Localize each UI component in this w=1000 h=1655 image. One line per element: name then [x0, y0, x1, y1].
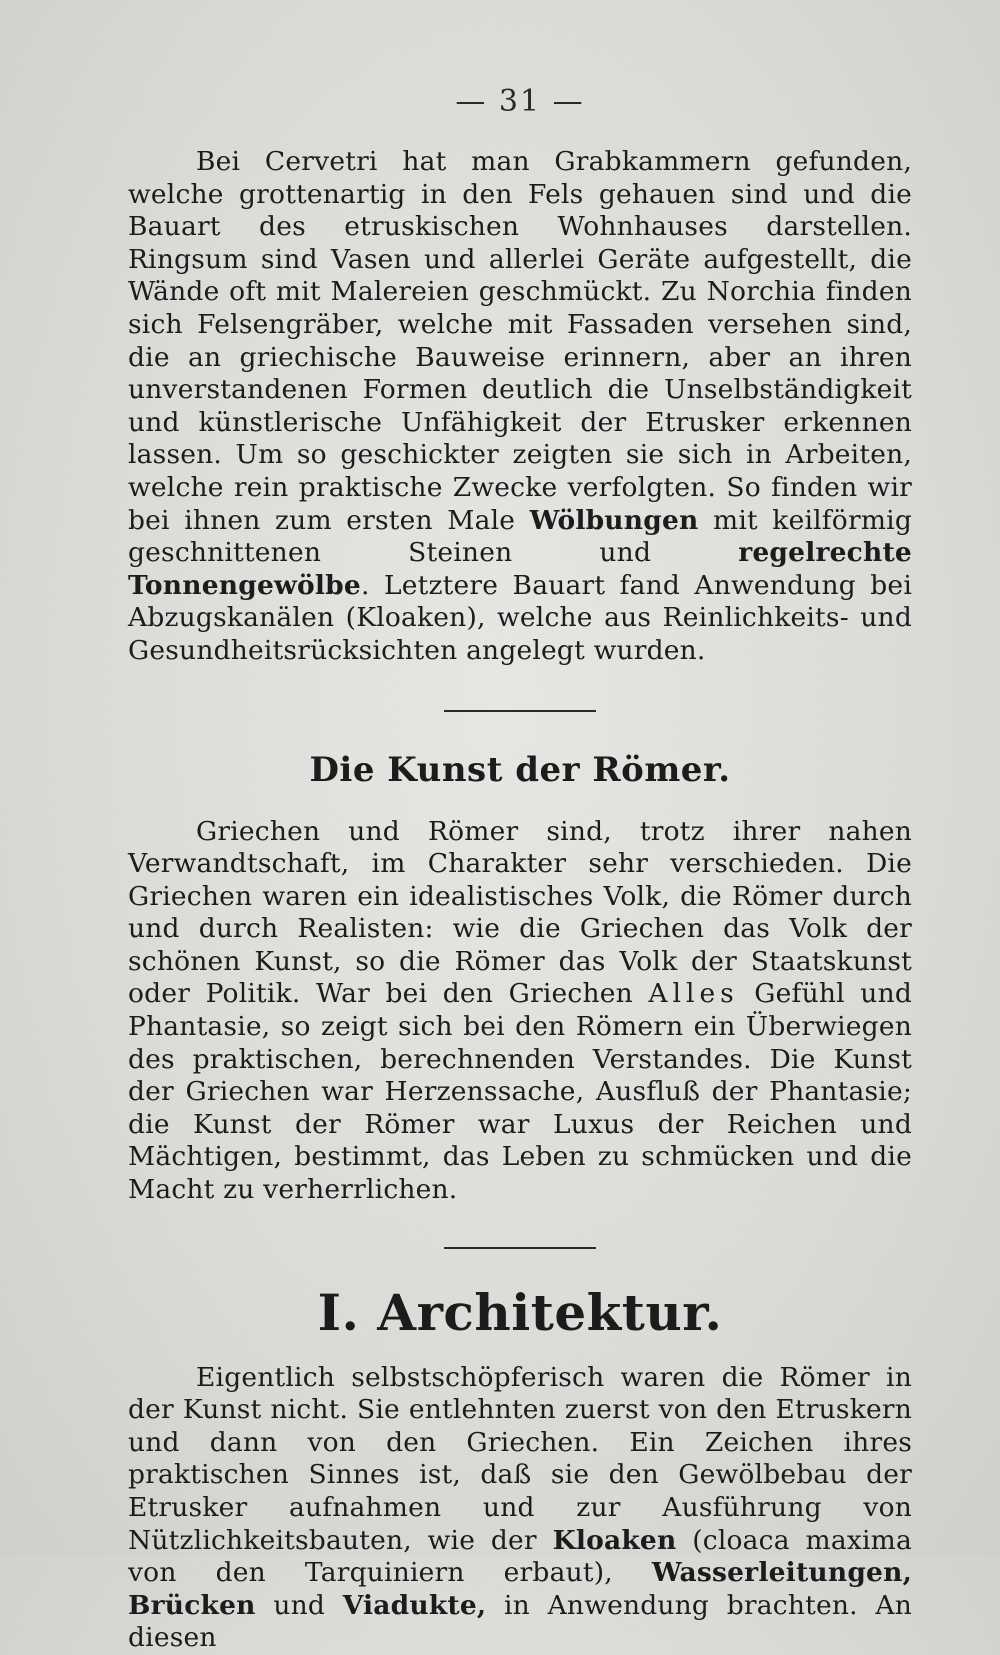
section-heading: Die Kunst der Römer.: [309, 749, 731, 790]
bold-term: Wasserleitungen,: [651, 1557, 912, 1589]
text-run: Gefühl und Phantasie, so zeigt sich bei den Römern ein Überwiegen des praktischen, berechnenden Verstandes. Die Kunst der Griechen war Herzenssache, Ausfluß der Phantasie; die Kunst der Römer war Luxus der Reichen und Mächtigen, bestimmt, das Leben zu schmücken und die Macht zu verherrlichen.: [128, 978, 913, 1206]
text-run: Bei Cervetri hat man Grabkammern gefunden, welche grottenartig in den Fels gehauen sind und die Bauart des etruskischen Wohnhauses darstellen. Ringsum sind Vasen und allerlei Geräte aufgestellt, die Wände oft mit Malereien geschmückt. Zu Norchia finden sich Felsengräber, welche mit Fassaden versehen sind, die an griechische Bauweise erinnern, aber an ihren unverstandenen Formen deutlich die Unselbständigkeit und künstlerische Unfähigkeit der Etrusker erkennen lassen. Um so geschickter zeigten sie sich in Arbeiten, welche rein praktische Zwecke verfolgten. So finden wir bei ihnen zum ersten Male: [128, 146, 912, 536]
section-divider: [444, 1247, 596, 1249]
text-run: . Letztere Bauart fand Anwendung bei Abzugskanälen (Kloaken), welche aus Reinlichkeits- und Gesundheitsrücksichten angelegt wurden.: [128, 569, 912, 666]
text-run: in Anwendung brachten. An diesen: [128, 1589, 912, 1654]
chapter-heading: I. Architektur.: [317, 1282, 723, 1342]
bold-term: Kloaken: [552, 1524, 677, 1556]
text-run: und: [255, 1589, 343, 1621]
paragraph-etruscan-tombs: [128, 146, 912, 668]
bold-term: Wölbungen: [529, 504, 699, 536]
page-number: — 31 —: [455, 84, 585, 119]
text-run: mit keilförmig geschnittenen Steinen und: [128, 504, 912, 569]
text-run: Eigentlich selbstschöpferisch waren die Römer in der Kunst nicht. Sie entlehnten zuerst von den Etruskern und dann von den Griechen. Ein Zeichen ihres praktischen Sinnes ist, daß sie den Gewölbebau der Etrusker aufnahmen und zur Ausführung von Nützlichkeitsbauten, wie der: [128, 1361, 912, 1556]
bold-term: Brücken: [128, 1589, 256, 1621]
spaced-emphasis: Alles: [648, 978, 739, 1010]
bold-term: Viadukte,: [342, 1589, 487, 1621]
bold-term: regelrechte Tonnengewölbe: [128, 537, 912, 601]
text-run: (cloaca maxima von den Tarquiniern erbaut),: [128, 1524, 912, 1589]
text-run: Griechen und Römer sind, trotz ihrer nahen Verwandtschaft, im Charakter sehr verschieden. Die Griechen waren ein idealistisches Volk, die Römer durch und durch Realisten: wie die Griechen das Volk der schönen Kunst, so die Römer das Volk der Staatskunst oder Politik. War bei den Griechen: [128, 815, 912, 1010]
paragraph-greeks-romans: [128, 816, 912, 1207]
book-page: [128, 80, 912, 1655]
paragraph-architecture: [128, 1362, 912, 1655]
section-divider: [444, 710, 596, 712]
